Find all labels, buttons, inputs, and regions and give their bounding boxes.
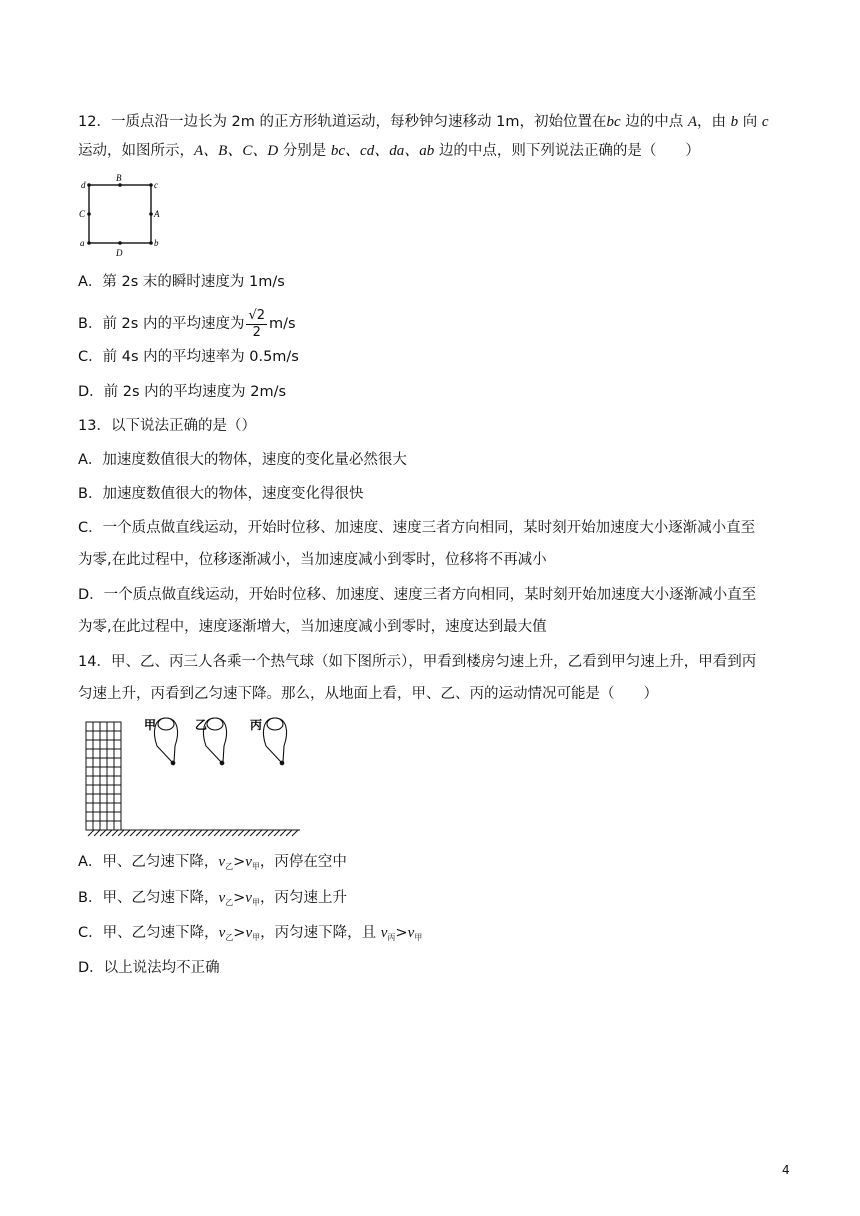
q13-stem: 13．以下说法正确的是（） — [78, 418, 256, 434]
label-A: A — [154, 209, 160, 219]
label-C: C — [79, 209, 86, 219]
q14-option-d: D．以上说法均不正确 — [78, 960, 220, 976]
hot-air-balloon-figure — [82, 712, 304, 842]
sqrt2-over-2-fraction: $\frac{√2}{2}$ — [248, 308, 266, 340]
label-jia: 甲 — [144, 718, 157, 732]
ground-hatch — [86, 830, 300, 836]
q13-option-a: A．加速度数值很大的物体，速度的变化量必然很大 — [78, 452, 407, 468]
building-icon — [86, 722, 121, 830]
q12-stem-line1: 12．一质点沿一边长为 2m 的正方形轨道运动，每秒钟匀速移动 1m，初始位置在bc 边的中点 A，由 b 向 c — [78, 114, 769, 130]
balloon-jia-icon — [154, 718, 177, 765]
q14-option-c: C．甲、乙匀速下降，$v_乙>v_甲$，丙匀速下降，且 $v_丙>v_甲$ — [78, 925, 423, 942]
label-d: d — [81, 180, 86, 190]
q14-option-b: B．甲、乙匀速下降，$v_乙>v_甲$，丙匀速上升 — [78, 890, 347, 907]
label-yi: 乙 — [195, 718, 208, 732]
square-track-figure — [76, 172, 166, 262]
label-B: B — [116, 173, 122, 183]
q13-option-b: B．加速度数值很大的物体，速度变化得很快 — [78, 486, 364, 502]
label-bing: 丙 — [250, 718, 263, 732]
balloon-bing-icon — [263, 718, 286, 765]
label-c: c — [154, 180, 158, 190]
q12-stem-line2: 运动，如图所示，A、B、C、D 分别是 bc、cd、da、ab 边的中点，则下列说法正确的是（ ） — [78, 143, 700, 159]
q14-option-a: A．甲、乙匀速下降，$v_乙>v_甲$，丙停在空中 — [78, 854, 347, 871]
q13-option-c-line2: 为零,在此过程中，位移逐渐减小，当加速度减小到零时，位移将不再减小 — [78, 552, 547, 568]
label-b: b — [154, 238, 159, 248]
q13-option-c-line1: C．一个质点做直线运动，开始时位移、加速度、速度三者方向相同，某时刻开始加速度大小逐渐减小直至 — [78, 520, 756, 536]
q12-option-b: B．前 2s 内的平均速度为 $\frac{√2}{2}$ m/s — [78, 308, 296, 340]
q13-option-d-line1: D．一个质点做直线运动，开始时位移、加速度、速度三者方向相同，某时刻开始加速度大小逐渐减小直至 — [78, 587, 757, 603]
q12-option-d: D．前 2s 内的平均速度为 2m/s — [78, 384, 287, 400]
q12-option-a: A．第 2s 末的瞬时速度为 1m/s — [78, 274, 285, 290]
q12-option-c: C．前 4s 内的平均速率为 0.5m/s — [78, 349, 299, 365]
q13-option-d-line2: 为零,在此过程中，速度逐渐增大，当加速度减小到零时，速度达到最大值 — [78, 619, 547, 635]
q14-stem-line2: 匀速上升，丙看到乙匀速下降。那么，从地面上看，甲、乙、丙的运动情况可能是（ ） — [78, 686, 658, 702]
label-D: D — [116, 248, 123, 258]
label-a: a — [80, 238, 85, 248]
q14-stem-line1: 14．甲、乙、丙三人各乘一个热气球（如下图所示），甲看到楼房匀速上升，乙看到甲匀速上升，甲看到丙 — [78, 654, 757, 670]
page-number: 4 — [782, 1163, 790, 1177]
